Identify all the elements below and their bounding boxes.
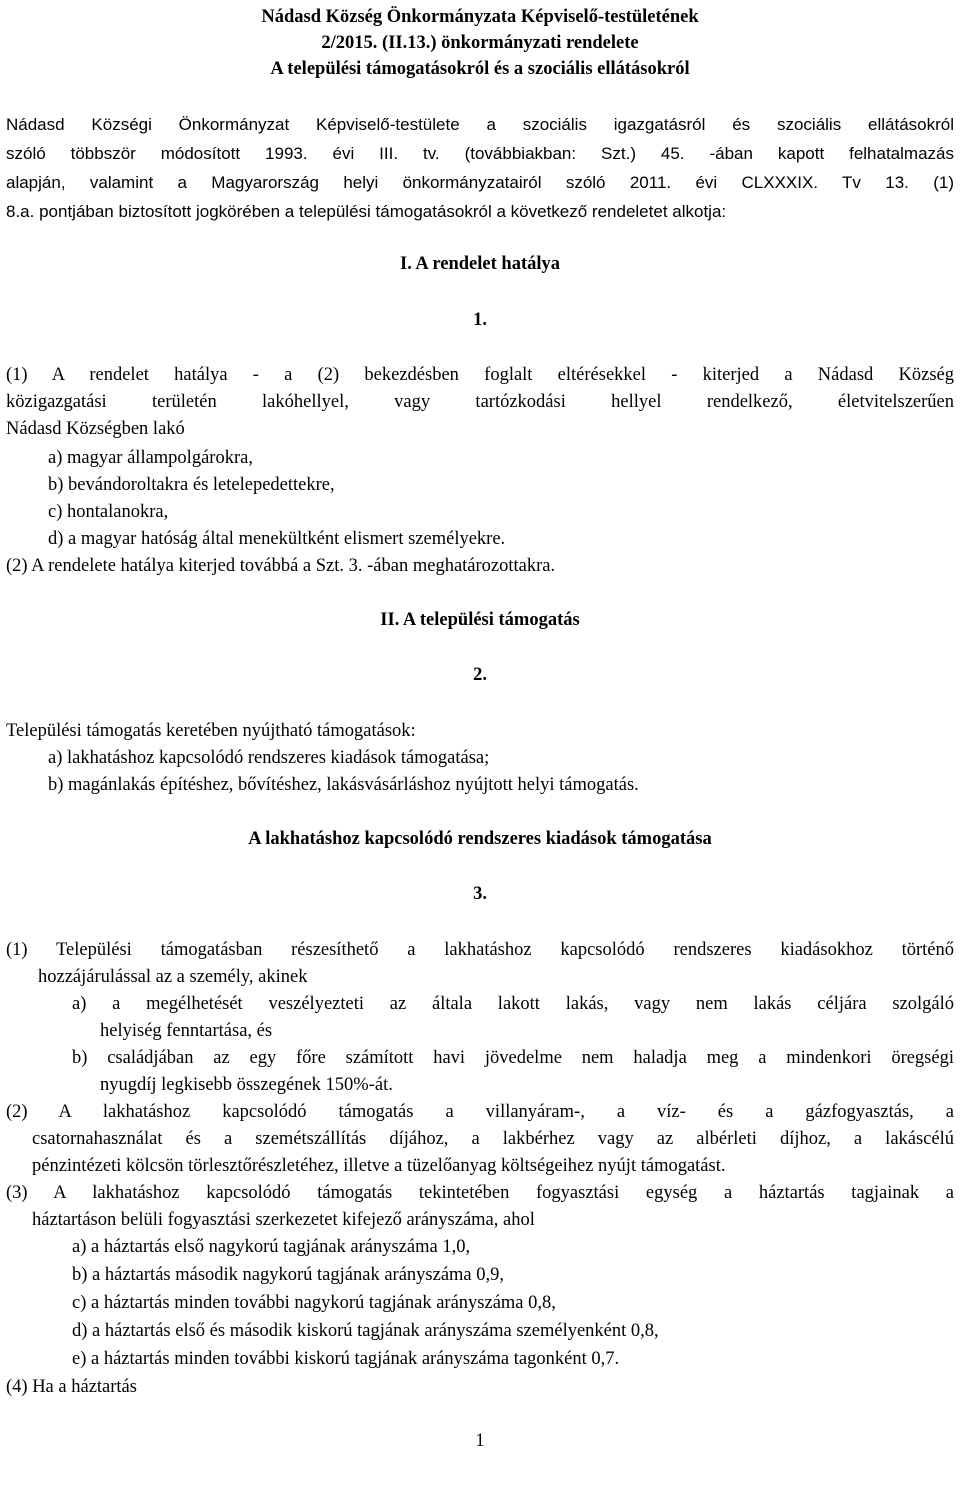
section-1-paragraph-2: (2) A rendelete hatálya kiterjed továbbá a Szt. 3. -ában meghatározottakra.: [6, 556, 556, 576]
list-item: a) lakhatáshoz kapcsolódó rendszeres kiadások támogatása;: [48, 748, 490, 768]
section-1-number: 1.: [473, 310, 487, 330]
list-item: c) a háztartás minden további nagykorú tagjának arányszáma 0,8,: [72, 1293, 556, 1313]
document-title-line-1: Nádasd Község Önkormányzata Képviselő-testületének: [261, 7, 699, 27]
section-2-intro: Települési támogatás keretében nyújtható támogatások:: [6, 721, 416, 741]
section-1-paragraph-line: közigazgatási területén lakóhellyel, vagy tartózkodási hellyel rendelkező, életvitelszerűen: [6, 392, 954, 412]
section-1-paragraph-line: (1) A rendelet hatálya - a (2) bekezdésben foglalt eltérésekkel - kiterjed a Nádasd Község: [6, 365, 954, 385]
document-title-line-2: 2/2015. (II.13.) önkormányzati rendelete: [321, 33, 639, 53]
section-3-paragraph-line: (3) A lakhatáshoz kapcsolódó támogatás tekintetében fogyasztási egység a háztartás tagjainak a: [6, 1183, 954, 1203]
list-item: e) a háztartás minden további kiskorú tagjának arányszáma tagonként 0,7.: [72, 1349, 620, 1369]
list-item: helyiség fenntartása, és: [100, 1021, 273, 1041]
preamble-line: 8.a. pontjában biztosított jogkörében a települési támogatásokról a következő rendeletet alkotja:: [6, 202, 727, 221]
section-3-paragraph-line: csatornahasználat és a szemétszállítás díjához, a lakbérhez vagy az albérleti díjhoz, a lakáscélú: [32, 1129, 954, 1149]
list-item: d) a háztartás első és második kiskorú tagjának arányszáma személyenként 0,8,: [72, 1321, 659, 1341]
section-3-paragraph-line: hozzájárulással az a személy, akinek: [38, 967, 308, 987]
list-item: nyugdíj legkisebb összegének 150%-át.: [100, 1075, 393, 1095]
section-3-paragraph-line: (1) Települési támogatásban részesíthető a lakhatáshoz kapcsolódó rendszeres kiadásokhoz történő: [6, 940, 954, 960]
list-item: b) a háztartás második nagykorú tagjának arányszáma 0,9,: [72, 1265, 505, 1285]
list-item: a) magyar állampolgárokra,: [48, 448, 253, 468]
list-item: b) magánlakás építéshez, bővítéshez, lakásvásárláshoz nyújtott helyi támogatás.: [48, 775, 639, 795]
section-3-number: 3.: [473, 884, 487, 904]
section-3-paragraph-line: háztartáson belüli fogyasztási szerkezetet kifejező arányszáma, ahol: [32, 1210, 535, 1230]
section-1-paragraph-line: Nádasd Községben lakó: [6, 419, 185, 439]
chapter-3-title: A lakhatáshoz kapcsolódó rendszeres kiadások támogatása: [248, 829, 712, 849]
chapter-2-title: II. A települési támogatás: [380, 610, 580, 630]
section-3-paragraph-4: (4) Ha a háztartás: [6, 1377, 137, 1397]
page-number: 1: [475, 1431, 485, 1451]
document-title-line-3: A települési támogatásokról és a szociális ellátásokról: [270, 59, 690, 79]
section-3-paragraph-line: pénzintézeti kölcsön törlesztőrészletéhez, illetve a tüzelőanyag költségeihez nyújt támogatást.: [32, 1156, 726, 1176]
list-item: d) a magyar hatóság által menekültként elismert személyekre.: [48, 529, 506, 549]
list-item: a) a megélhetését veszélyezteti az általa lakott lakás, vagy nem lakás céljára szolgáló: [72, 994, 954, 1014]
list-item: b) bevándoroltakra és letelepedettekre,: [48, 475, 335, 495]
section-3-paragraph-line: (2) A lakhatáshoz kapcsolódó támogatás a villanyáram-, a víz- és a gázfogyasztás, a: [6, 1102, 954, 1122]
list-item: b) családjában az egy főre számított havi jövedelme nem haladja meg a mindenkori öregségi: [72, 1048, 954, 1068]
preamble-line: Nádasd Községi Önkormányzat Képviselő-testülete a szociális igazgatásról és szociális ellátásokról: [6, 115, 954, 134]
preamble-line: alapján, valamint a Magyarország helyi önkormányzatairól szóló 2011. évi CLXXXIX. Tv 13. (1): [6, 173, 954, 192]
section-2-number: 2.: [473, 665, 487, 685]
preamble-line: szóló többször módosított 1993. évi III. tv. (továbbiakban: Szt.) 45. -ában kapott felhatalmazás: [6, 144, 954, 163]
chapter-1-title: I. A rendelet hatálya: [400, 254, 560, 274]
list-item: c) hontalanokra,: [48, 502, 169, 522]
list-item: a) a háztartás első nagykorú tagjának arányszáma 1,0,: [72, 1237, 471, 1257]
